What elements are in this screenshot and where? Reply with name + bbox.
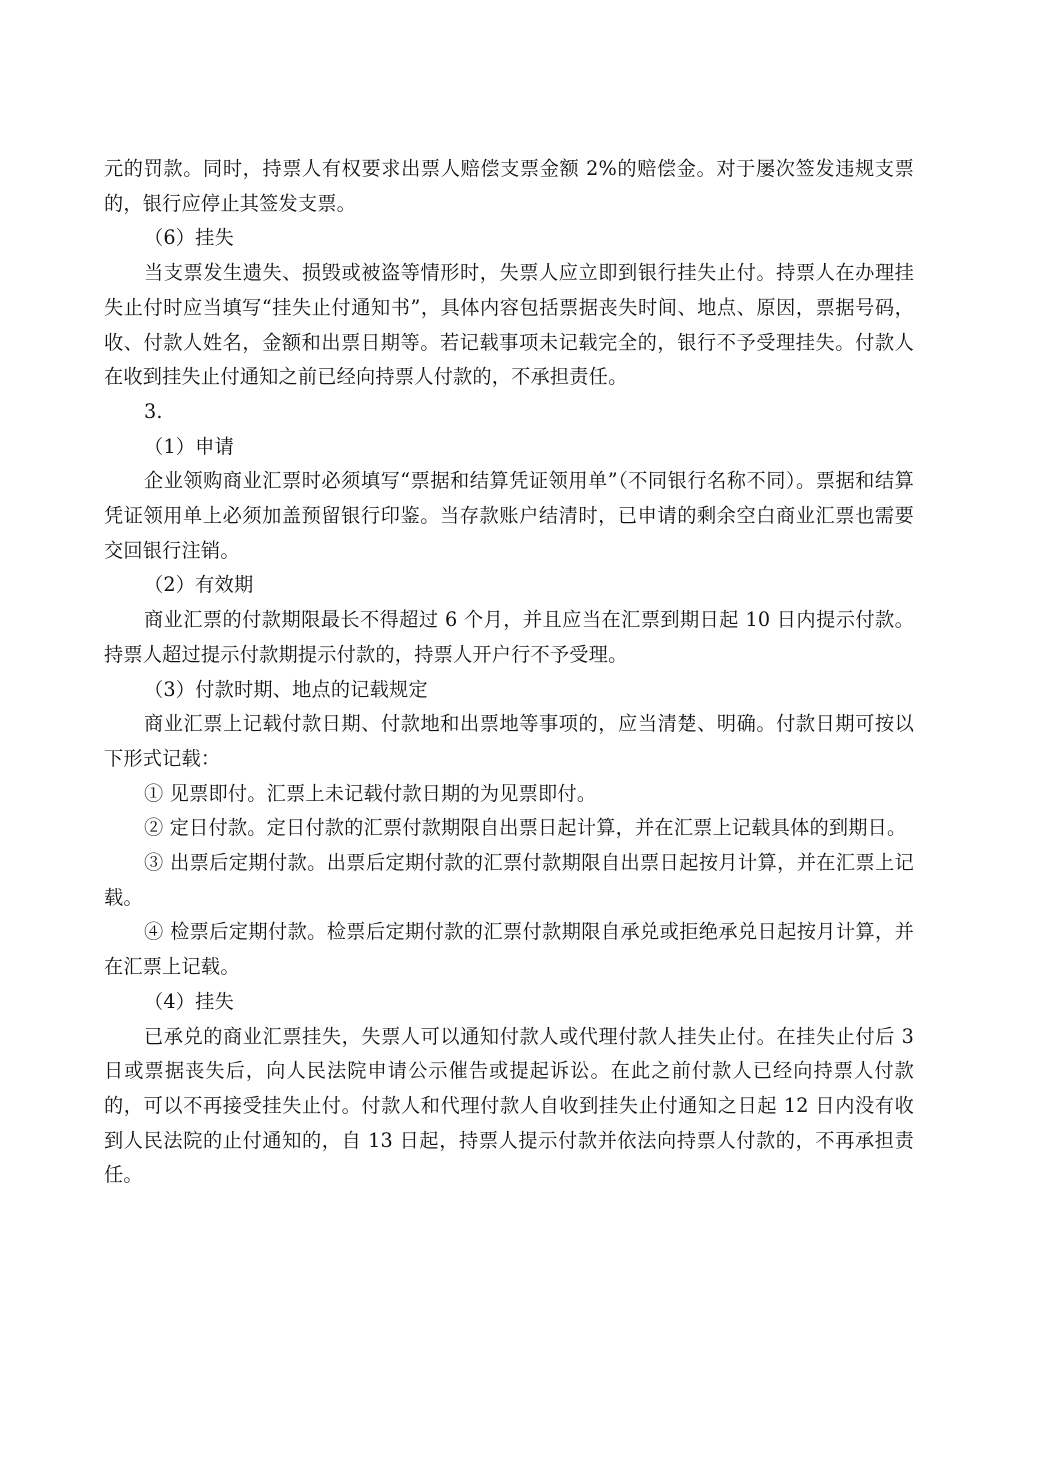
paragraph-penalty-continuation: 元的罚款。同时，持票人有权要求出票人赔偿支票金额 2%的赔偿金。对于屡次签发违规支票的，银行应停止其签发支票。: [104, 157, 914, 215]
heading-2-validity: （2）有效期: [144, 573, 254, 597]
paragraph-validity: 商业汇票的付款期限最长不得超过 6 个月，并且应当在汇票到期日起 10 日内提示付款。持票人超过提示付款期提示付款的，持票人开户行不予受理。: [104, 608, 914, 666]
paragraph-payment-terms: 商业汇票上记载付款日期、付款地和出票地等事项的，应当清楚、明确。付款日期可按以下形式记载：: [104, 712, 914, 770]
heading-section-3: 3.: [144, 399, 163, 423]
heading-1-application: （1）申请: [144, 434, 234, 458]
list-item-fixed-date-payment: ② 定日付款。定日付款的汇票付款期限自出票日起计算，并在汇票上记载具体的到期日。: [144, 816, 907, 840]
paragraph-application: 企业领购商业汇票时必须填写“票据和结算凭证领用单”（不同银行名称不同）。票据和结算凭证领用单上必须加盖预留银行印鉴。当存款账户结清时，已申请的剩余空白商业汇票也需要交回银行注销。: [104, 469, 914, 562]
paragraph-accepted-bill-loss: 已承兑的商业汇票挂失，失票人可以通知付款人或代理付款人挂失止付。在挂失止付后 3 日或票据丧失后，向人民法院申请公示催告或提起诉讼。在此之前付款人已经向持票人付款的，可以不再接受挂失止付。付款人和代理付款人自收到挂失止付通知之日起 12 日内没有收到人民法院的止付通知的，自 13 日起，持票人提示付款并依法向持票人付款的，不再承担责任。: [104, 1024, 914, 1187]
document-page: [104, 152, 914, 1193]
list-item-sight-payment: ① 见票即付。汇票上未记载付款日期的为见票即付。: [144, 781, 597, 805]
paragraph-cheque-loss: 当支票发生遗失、损毁或被盗等情形时，失票人应立即到银行挂失止付。持票人在办理挂失止付时应当填写“挂失止付通知书”，具体内容包括票据丧失时间、地点、原因，票据号码，收、付款人姓名，金额和出票日期等。若记载事项未记载完全的，银行不予受理挂失。付款人在收到挂失止付通知之前已经向持票人付款的，不承担责任。: [104, 261, 914, 389]
heading-6-loss-report: （6）挂失: [144, 226, 234, 250]
heading-4-loss-report: （4）挂失: [144, 989, 234, 1013]
list-item-after-sight-payment: ④ 检票后定期付款。检票后定期付款的汇票付款期限自承兑或拒绝承兑日起按月计算，并在汇票上记载。: [104, 920, 914, 979]
heading-3-payment-terms: （3）付款时期、地点的记载规定: [144, 677, 428, 701]
list-item-after-issue-payment: ③ 出票后定期付款。出票后定期付款的汇票付款期限自出票日起按月计算，并在汇票上记载。: [104, 851, 914, 909]
